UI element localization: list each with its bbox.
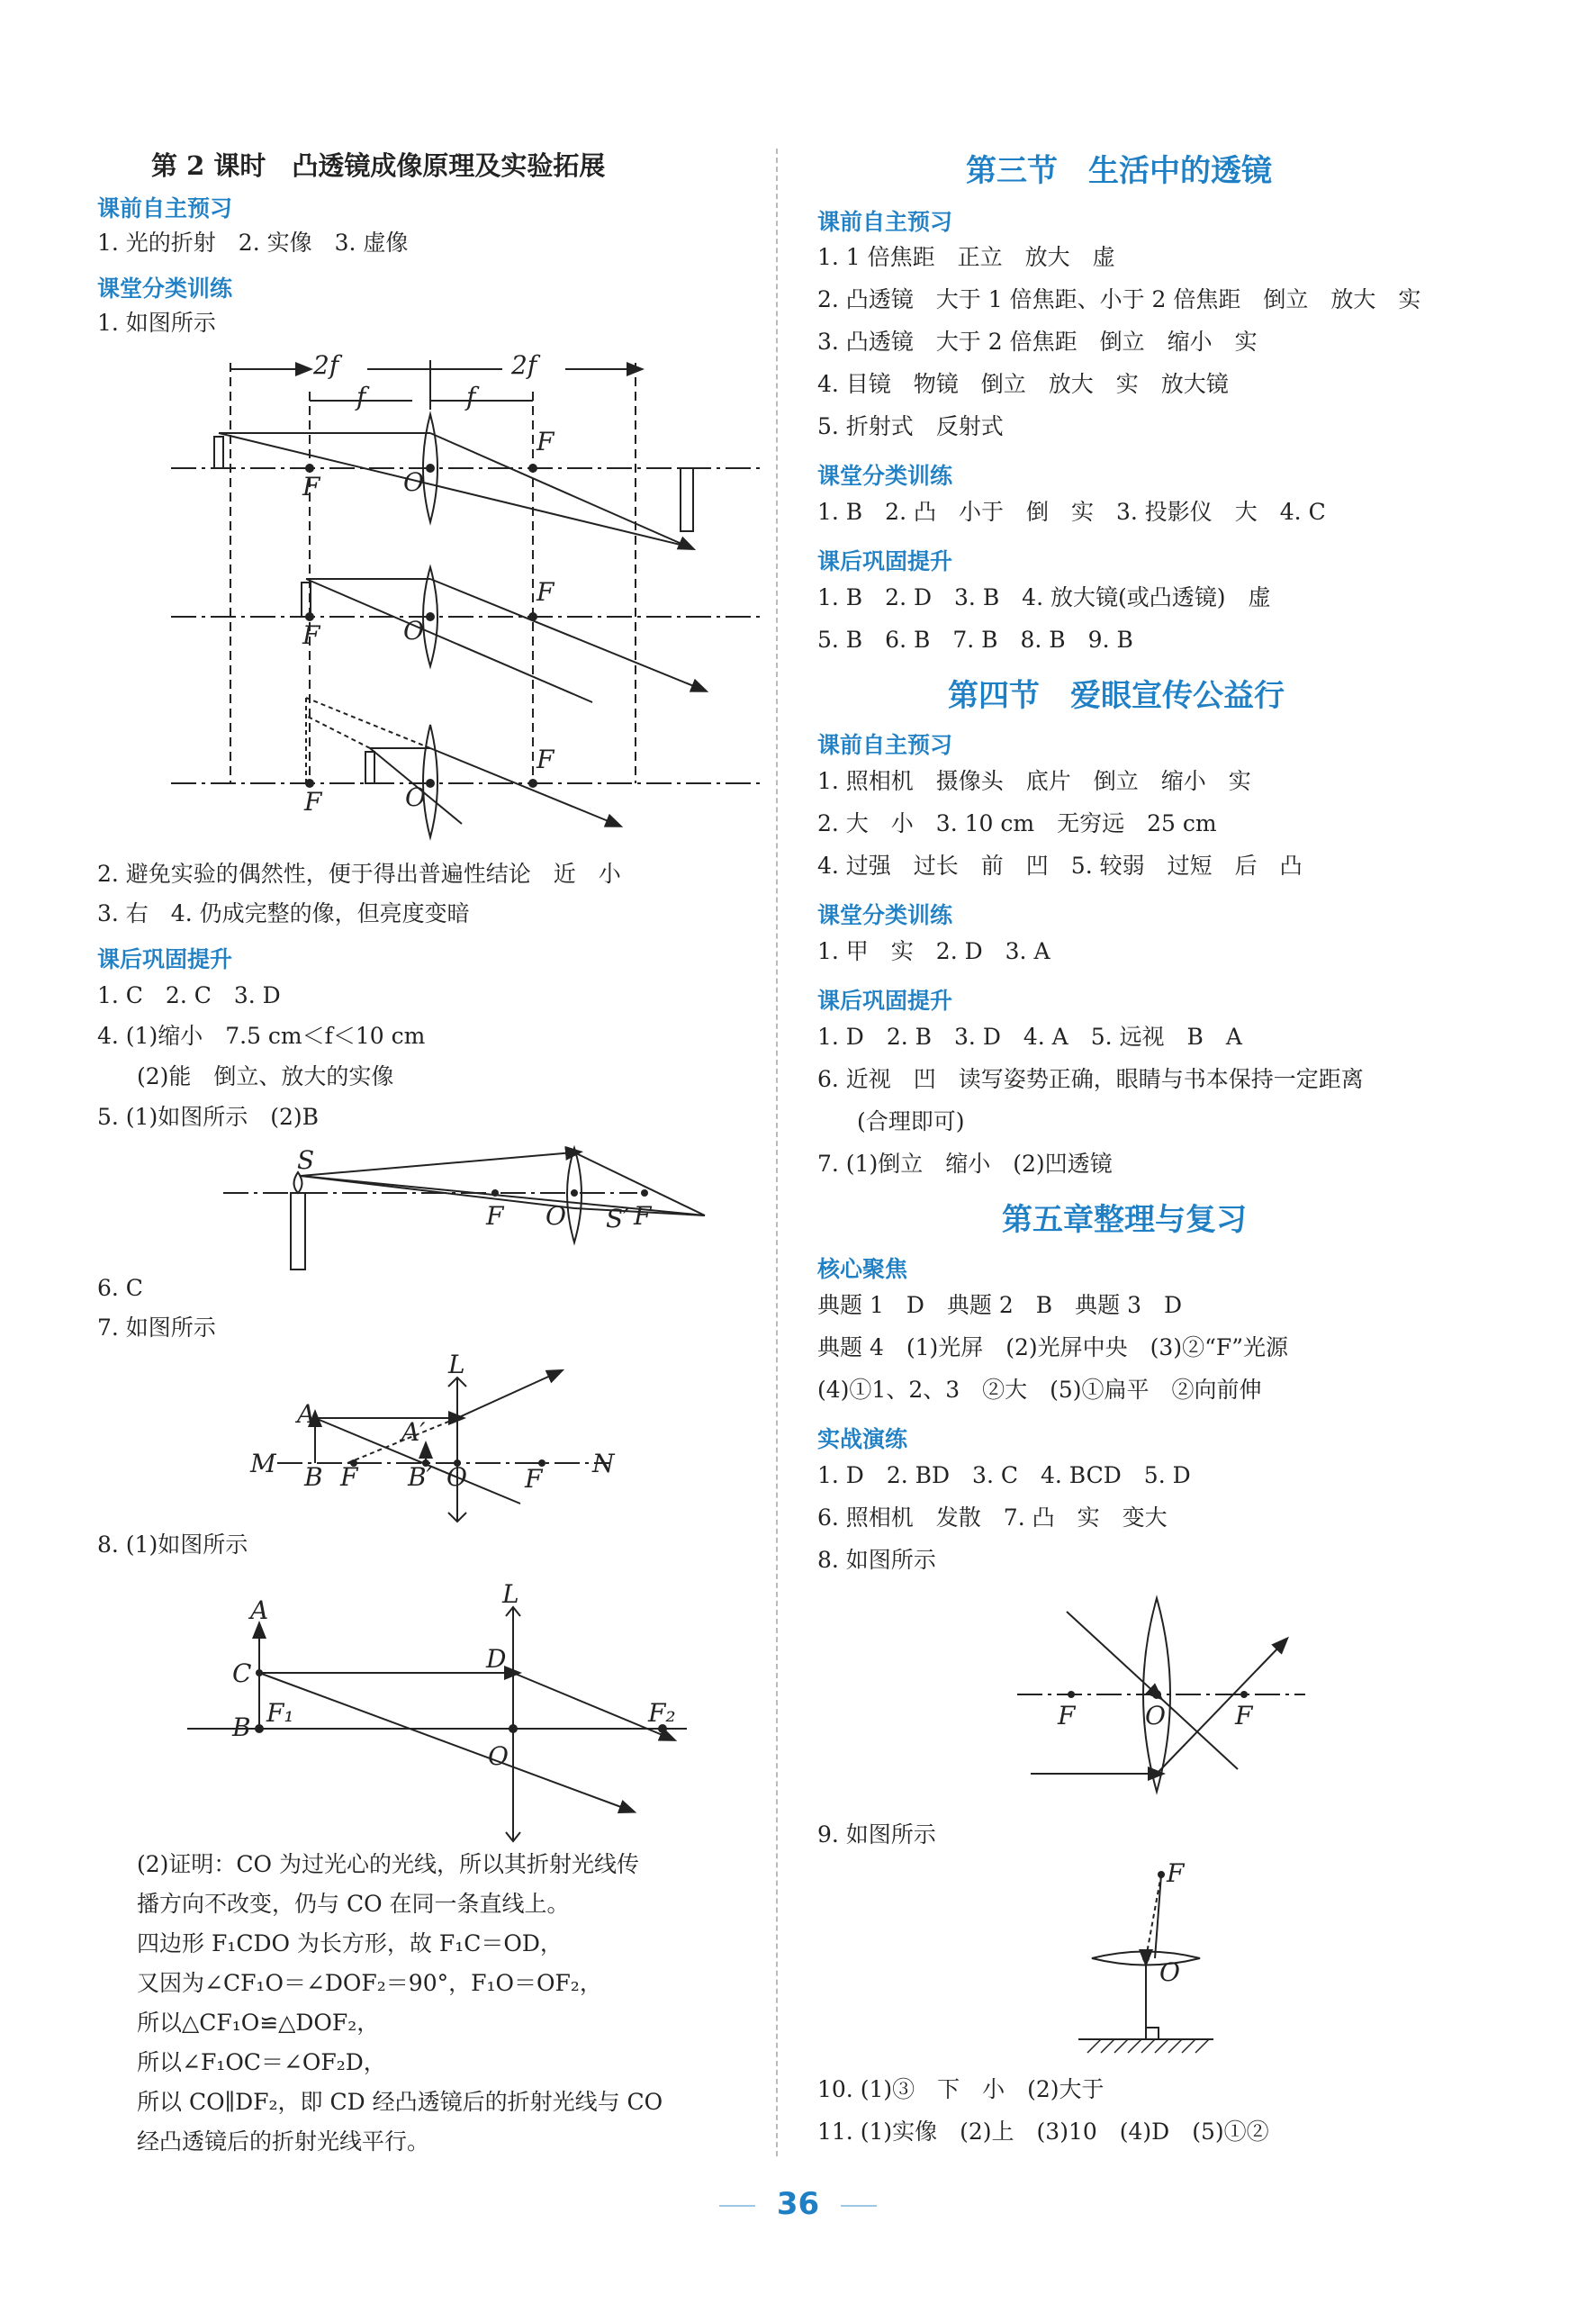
label-D: D — [486, 1644, 507, 1674]
figure-lens-focus-ground — [1078, 1858, 1258, 2062]
label-S-prime: S′ — [606, 1204, 629, 1233]
answer-line: 8. 如图所示 — [817, 1547, 936, 1573]
figure-concave-lens — [250, 1351, 628, 1526]
label-M: M — [250, 1449, 276, 1478]
proof-line: 所以 CO∥DF₂，即 CD 经凸透镜后的折射光线与 CO — [137, 2089, 663, 2115]
label-O: O — [403, 467, 424, 497]
answer-line: 4. (1)缩小 7.5 cm＜f＜10 cm — [97, 1023, 426, 1049]
answer-line: 1. 照相机 摄像头 底片 倒立 缩小 实 — [817, 768, 1251, 794]
section-title: 课后巩固提升 — [817, 988, 953, 1014]
label-F: F — [1167, 1858, 1185, 1888]
label-B-prime: B′ — [408, 1462, 432, 1492]
label-O: O — [488, 1741, 509, 1771]
answer-line: 2. 大 小 3. 10 cm 无穷远 25 cm — [817, 810, 1217, 836]
figure-point-source — [223, 1143, 652, 1278]
label-O: O — [1145, 1701, 1166, 1730]
label-O: O — [446, 1462, 467, 1492]
label-S: S — [297, 1145, 315, 1175]
label-F: F — [537, 427, 555, 456]
answer-line: (合理即可) — [857, 1108, 965, 1134]
section-title: 课堂分类训练 — [817, 902, 953, 928]
candle — [214, 437, 223, 468]
answer-line: 5. 折射式 反射式 — [817, 413, 1004, 439]
label-F1: F₁ — [266, 1698, 294, 1728]
label-F: F — [302, 472, 320, 501]
section-title: 核心聚焦 — [817, 1256, 908, 1282]
candle — [291, 1193, 305, 1269]
label-F: F — [1058, 1701, 1076, 1730]
image-candle — [681, 468, 693, 531]
proof-line: 又因为∠CF₁O＝∠DOF₂＝90°，F₁O＝OF₂， — [137, 1970, 602, 1996]
label-O: O — [546, 1201, 566, 1231]
label-F: F — [302, 620, 320, 650]
label-2f: 2f — [313, 350, 339, 380]
figure-lens-proof — [187, 1579, 691, 1846]
section-title: 课后巩固提升 — [817, 548, 953, 574]
label-B: B — [232, 1712, 251, 1742]
figure-lens-imaging — [160, 347, 772, 824]
answer-line: 2. 凸透镜 大于 1 倍焦距、小于 2 倍焦距 倒立 放大 实 — [817, 286, 1421, 312]
section-title: 课堂分类训练 — [97, 276, 233, 302]
label-2f: 2f — [511, 350, 537, 380]
section-title: 课前自主预习 — [817, 732, 953, 758]
proof-line: 所以△CF₁O≌△DOF₂， — [137, 2010, 380, 2036]
section-title: 实战演练 — [817, 1426, 908, 1452]
label-F: F — [304, 787, 322, 817]
label-A: A — [250, 1595, 269, 1625]
label-L: L — [502, 1579, 519, 1609]
label-C: C — [232, 1658, 252, 1688]
answer-line: 4. 过强 过长 前 凹 5. 较弱 过短 后 凸 — [817, 853, 1303, 879]
proof-line: 四边形 F₁CDO 为长方形，故 F₁C＝OD， — [137, 1930, 563, 1956]
label-F: F — [537, 577, 555, 607]
answer-line: 9. 如图所示 — [817, 1821, 936, 1848]
figure-convex-lens-rays — [1017, 1594, 1314, 1801]
label-F2: F₂ — [648, 1698, 676, 1728]
answer-line: 6. 照相机 发散 7. 凸 实 变大 — [817, 1504, 1168, 1531]
label-A-prime: A′ — [401, 1417, 426, 1447]
answer-line: 1. D 2. B 3. D 4. A 5. 远视 B A — [817, 1024, 1242, 1050]
page-number — [0, 2186, 1596, 2222]
answer-line: 7. (1)倒立 缩小 (2)凹透镜 — [817, 1151, 1113, 1177]
label-L: L — [448, 1350, 465, 1379]
proof-line: 所以∠F₁OC＝∠OF₂D， — [137, 2049, 386, 2075]
answer-line: 1. B 2. 凸 小于 倒 实 3. 投影仪 大 4. C — [817, 499, 1326, 525]
section-title: 课前自主预习 — [97, 195, 233, 221]
answer-line: 5. (1)如图所示 (2)B — [97, 1104, 319, 1130]
answer-line: 1. 甲 实 2. D 3. A — [817, 938, 1050, 964]
answer-line: 10. (1)③ 下 小 (2)大于 — [817, 2076, 1105, 2102]
answer-line: 典题 4 (1)光屏 (2)光屏中央 (3)②“F”光源 — [817, 1334, 1288, 1360]
label-F: F — [634, 1201, 652, 1231]
answer-line: 1. 1 倍焦距 正立 放大 虚 — [817, 244, 1115, 270]
label-O: O — [1159, 1957, 1180, 1987]
answer-line: 6. 近视 凹 读写姿势正确，眼睛与书本保持一定距离 — [817, 1066, 1364, 1092]
label-F: F — [340, 1462, 358, 1492]
figure-lens-imaging-svg — [160, 347, 772, 824]
answer-line: 1. B 2. D 3. B 4. 放大镜(或凸透镜) 虚 — [817, 584, 1271, 610]
label-N: N — [592, 1449, 615, 1478]
answer-line: 7. 如图所示 — [97, 1315, 216, 1341]
answer-line: 1. 光的折射 2. 实像 3. 虚像 — [97, 230, 409, 256]
label-O: O — [403, 616, 424, 646]
answer-line: 3. 凸透镜 大于 2 倍焦距 倒立 缩小 实 — [817, 329, 1258, 355]
figure-point-source-image-label — [606, 1200, 651, 1236]
answer-line: 3. 右 4. 仍成完整的像，但亮度变暗 — [97, 900, 470, 926]
answer-line: 1. C 2. C 3. D — [97, 982, 281, 1008]
answer-line: 8. (1)如图所示 — [97, 1531, 248, 1558]
proof-line: 经凸透镜后的折射光线平行。 — [137, 2128, 430, 2155]
answer-line: 11. (1)实像 (2)上 (3)10 (4)D (5)①② — [817, 2119, 1269, 2145]
column-divider — [776, 149, 778, 2156]
answer-line: 典题 1 D 典题 2 B 典题 3 D — [817, 1292, 1183, 1318]
label-F: F — [525, 1464, 543, 1494]
section-title: 课后巩固提升 — [97, 946, 233, 972]
chapter-title: 第四节 爱眼宣传公益行 — [948, 678, 1285, 714]
label-f: f — [466, 382, 476, 411]
section-title: 课前自主预习 — [817, 209, 953, 235]
label-O: O — [405, 782, 426, 812]
label-F: F — [1235, 1701, 1253, 1730]
answer-line: 1. D 2. BD 3. C 4. BCD 5. D — [817, 1462, 1191, 1488]
label-f: f — [356, 382, 366, 411]
answer-line: (4)①1、2、3 ②大 (5)①扁平 ②向前伸 — [817, 1377, 1262, 1403]
lesson-title: 第 2 课时 凸透镜成像原理及实验拓展 — [151, 150, 606, 181]
answer-line: (2)能 倒立、放大的实像 — [137, 1063, 394, 1089]
proof-line: 播方向不改变，仍与 CO 在同一条直线上。 — [137, 1891, 570, 1917]
section-title: 课堂分类训练 — [817, 463, 953, 489]
answer-line: 6. C — [97, 1275, 143, 1301]
answer-line: 2. 避免实验的偶然性，便于得出普遍性结论 近 小 — [97, 861, 621, 887]
label-B: B — [304, 1462, 323, 1492]
chapter-title: 第三节 生活中的透镜 — [966, 153, 1272, 189]
answer-line: 5. B 6. B 7. B 8. B 9. B — [817, 627, 1133, 653]
chapter-title: 第五章整理与复习 — [1002, 1202, 1247, 1238]
answer-line: 4. 目镜 物镜 倒立 放大 实 放大镜 — [817, 371, 1229, 397]
proof-line: (2)证明：CO 为过光心的光线，所以其折射光线传 — [137, 1851, 639, 1877]
answer-line: 1. 如图所示 — [97, 310, 216, 336]
label-F: F — [486, 1201, 504, 1231]
page-number-text: 36 — [776, 2186, 820, 2222]
label-F: F — [537, 745, 555, 774]
label-A: A — [297, 1399, 316, 1429]
candle — [365, 752, 374, 783]
